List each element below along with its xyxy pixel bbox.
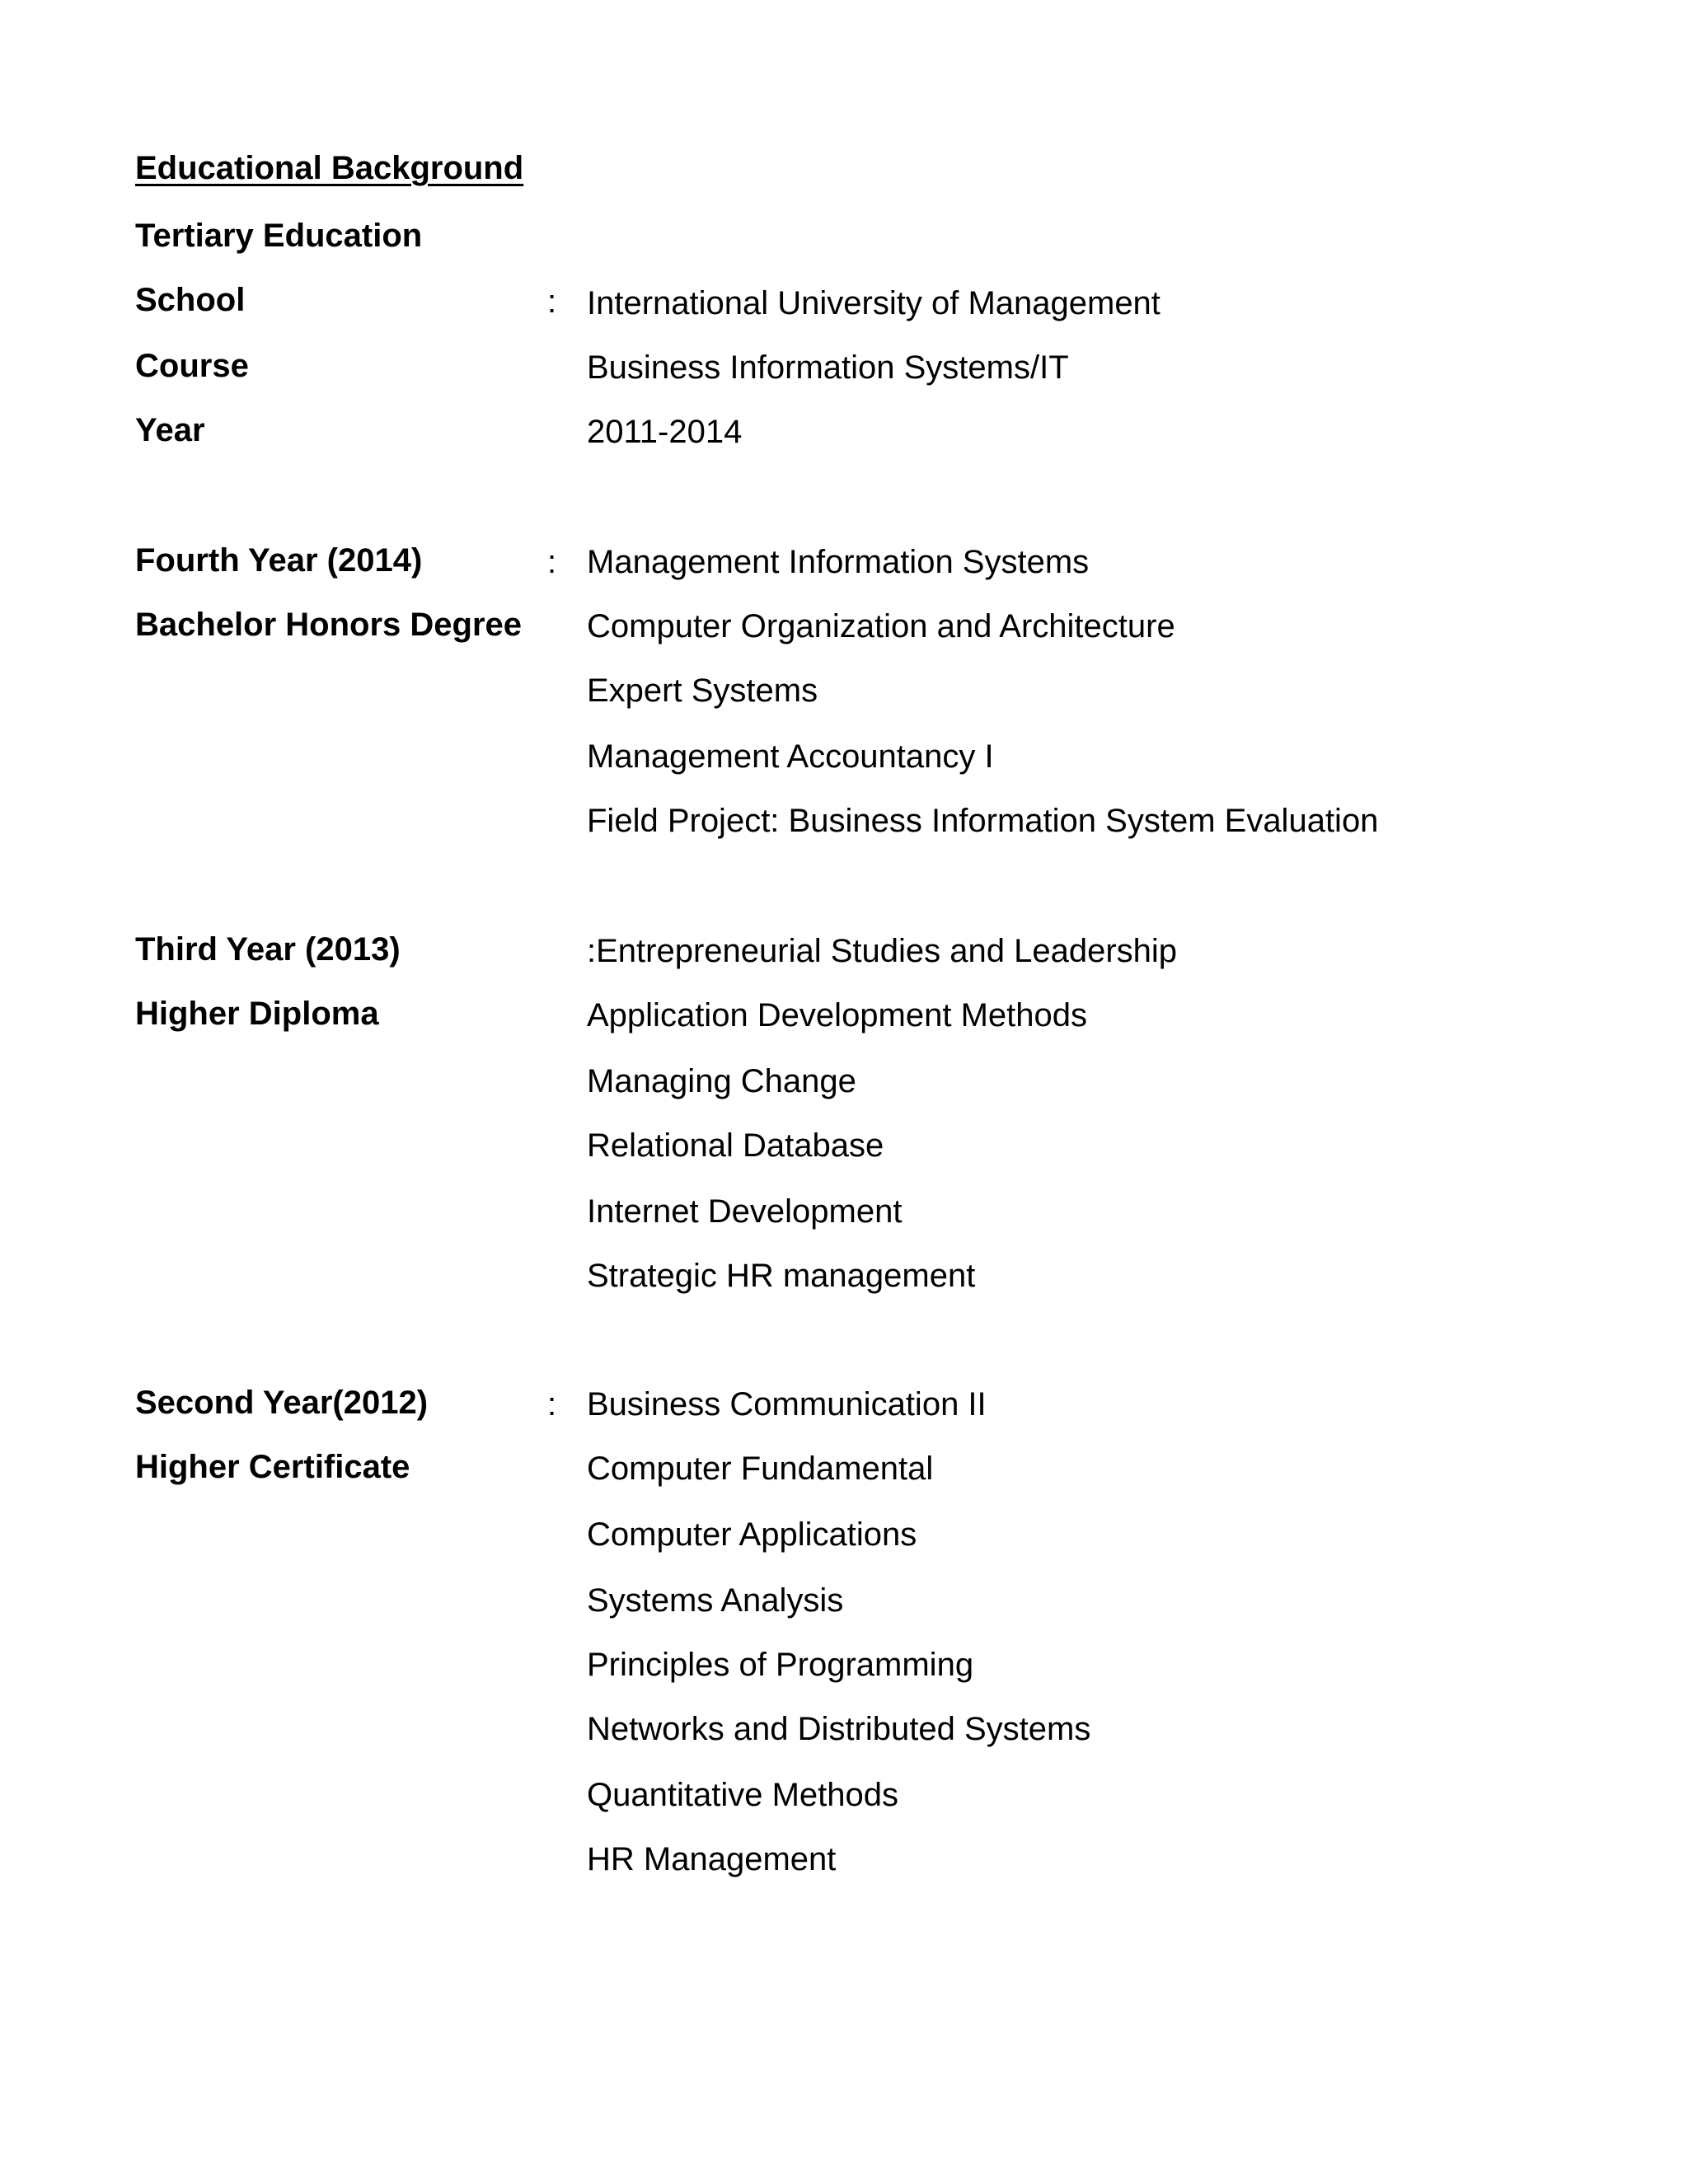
course-item: Managing Change: [587, 1063, 856, 1099]
course-item: Application Development Methods: [587, 997, 1088, 1033]
course-item: Expert Systems: [587, 673, 818, 709]
course-item: Field Project: Business Information System Evaluation: [587, 803, 1379, 839]
section-heading: Educational Background: [135, 150, 524, 186]
course-item: Systems Analysis: [587, 1582, 844, 1619]
course-item: :Entrepreneurial Studies and Leadership: [587, 933, 1178, 969]
course-item: Management Accountancy I: [587, 738, 994, 775]
school-value: International University of Management: [587, 285, 1160, 321]
school-label: School: [135, 282, 246, 318]
fourth-year-colon: :: [547, 544, 557, 580]
course-item: Computer Fundamental: [587, 1451, 934, 1487]
year-value: 2011-2014: [587, 414, 743, 450]
course-item: HR Management: [587, 1841, 837, 1877]
third-year-level: Higher Diploma: [135, 996, 379, 1032]
course-value: Business Information Systems/IT: [587, 349, 1069, 386]
subheading: Tertiary Education: [135, 218, 423, 254]
school-colon: :: [547, 284, 557, 320]
course-item: Networks and Distributed Systems: [587, 1711, 1091, 1747]
year-label: Year: [135, 412, 205, 448]
fourth-year-level: Bachelor Honors Degree: [135, 607, 523, 643]
course-item: Strategic HR management: [587, 1258, 976, 1294]
course-label: Course: [135, 348, 249, 384]
second-year-level: Higher Certificate: [135, 1449, 410, 1485]
course-item: Internet Development: [587, 1193, 903, 1230]
second-year-colon: :: [547, 1386, 557, 1422]
course-item: Quantitative Methods: [587, 1777, 898, 1813]
course-item: Business Communication II: [587, 1386, 987, 1422]
course-item: Principles of Programming: [587, 1647, 974, 1683]
course-item: Computer Organization and Architecture: [587, 608, 1175, 644]
third-year-label: Third Year (2013): [135, 931, 401, 968]
course-item: Relational Database: [587, 1127, 884, 1164]
course-item: Computer Applications: [587, 1516, 917, 1553]
fourth-year-label: Fourth Year (2014): [135, 542, 423, 579]
second-year-label: Second Year(2012): [135, 1385, 429, 1421]
course-item: Management Information Systems: [587, 544, 1090, 580]
